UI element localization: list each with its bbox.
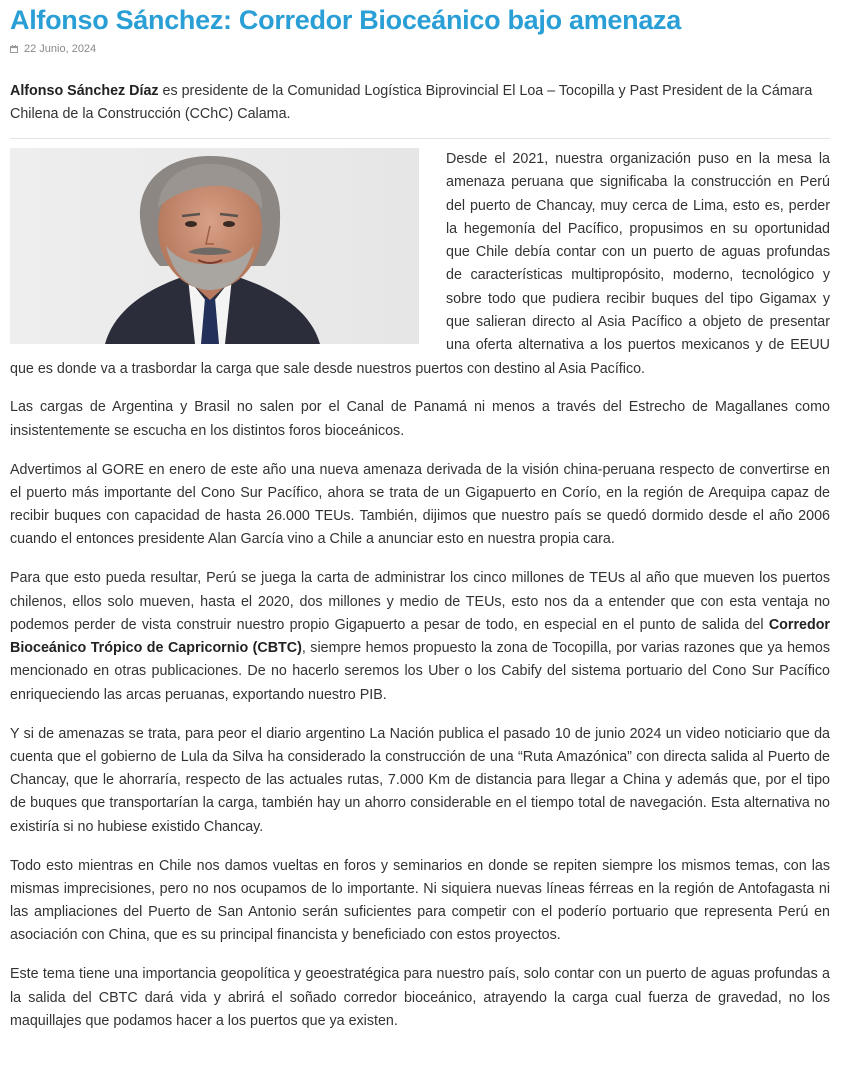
author-photo <box>10 148 419 344</box>
author-name: Alfonso Sánchez Díaz <box>10 83 159 99</box>
paragraph-3: Advertimos al GORE en enero de este año una nueva amenaza derivada de la visión china-peruana respecto de convertirse en el puerto más importante del Cono Sur Pacífico, ahora se trata de un Gigapuerto en Corío, en la región de Arequipa capaz de recibir buques con capacidad de hasta 26.000 TEUs. También, dijimos que nuestro país se quedó dormido desde el año 2006 cuando el entonces presidente Alan García vino a Chile a anunciar esto en nuestra propia cara. <box>10 461 830 548</box>
article-body <box>10 148 830 1033</box>
paragraph-1: Desde el 2021, nuestra organización puso en la mesa la amenaza peruana que significaba la construcción en Perú del puerto de Chancay, muy cerca de Lima, esto es, perder la hegemonía del Pacífico, propusimos en su oportunidad que Chile debía contar con un puerto de aguas profundas de características multipropósito, moderno, tecnológico y sobre todo que pudiera recibir buques del tipo Gigamax y que salieran directo al Asia Pacífico a objeto de presentar una oferta alternativa a los puertos mexicanos y de EEUU que es donde va a trasbordar la carga que sale desde nuestros puertos con destino al Asia Pacífico. <box>10 151 830 377</box>
paragraph-4 <box>10 567 830 707</box>
paragraph-6: Todo esto mientras en Chile nos damos vueltas en foros y seminarios en donde se repiten siempre los mismos temas, con las mismas imprecisiones, pero no nos ocupamos de lo importante. Ni siquiera nuevas líneas férreas en la región de Antofagasta ni las ampliaciones del Puerto de San Antonio serán suficientes para competir con el poderío portuario que representa Perú en asociación con China, que es su principal financista y beneficiado con estos proyectos. <box>10 857 830 944</box>
paragraph-4-text-b: , siempre hemos propuesto la zona de Tocopilla, por varias razones que ya hemos mencionado en otras publicaciones. De no hacerlo seremos los Uber o los Cabify del sistema portuario del Cono Sur Pacífico enriqueciendo las arcas peruanas, exportando nuestro PIB. <box>10 640 830 703</box>
author-description: es presidente de la Comunidad Logística Biprovincial El Loa – Tocopilla y Past President de la Cámara Chilena de la Construcción (CChC) Calama. <box>10 83 813 122</box>
paragraph-7: Este tema tiene una importancia geopolítica y geoestratégica para nuestro país, solo contar con un puerto de aguas profundas a la salida del CBTC dará vida y abrirá el soñado corredor bioceánico, atrayendo la carga cual fuerza de gravedad, no los maquillajes que podamos hacer a los puertos que ya existen. <box>10 966 830 1029</box>
cbtc-highlight: Corredor Bioceánico Trópico de Capricornio (CBTC) <box>10 616 830 657</box>
article-intro <box>10 80 830 126</box>
calendar-icon <box>10 45 18 53</box>
paragraph-4-text-a: Para que esto pueda resultar, Perú se juega la carta de administrar los cinco millones de TEUs al año que mueven los puertos chilenos, ellos solo mueven, hasta el 2020, dos millones y medio de TEUs, esto nos da a entender que con esta ventaja no podemos perder de vista construir nuestro propio Gigapuerto a pesar de todo, en especial en el punto de salida del <box>10 570 830 633</box>
article-title[interactable]: Alfonso Sánchez: Corredor Bioceánico bajo amenaza <box>10 5 681 35</box>
paragraph-5: Y si de amenazas se trata, para peor el diario argentino La Nación publica el pasado 10 de junio 2024 un video noticiario que da cuenta que el gobierno de Lula da Silva ha considerado la construcción de una “Ruta Amazónica” con directa salida al Puerto de Chancay, que le ahorraría, respecto de las actuales rutas, 7.000 Km de distancia para llegar a China y además que, por el tipo de buques que transportarían la carga, también hay un ahorro considerable en el tiempo total de navegación. Esta alternativa no existiría si no hubiese existido Chancay. <box>10 725 830 835</box>
article <box>10 0 830 1049</box>
post-meta <box>10 42 830 56</box>
paragraph-2: Las cargas de Argentina y Brasil no salen por el Canal de Panamá ni menos a través del Estrecho de Magallanes como insistentemente se escucha en los distintos foros bioceánicos. <box>10 399 830 439</box>
divider <box>10 138 830 139</box>
post-date: 22 Junio, 2024 <box>24 43 97 55</box>
